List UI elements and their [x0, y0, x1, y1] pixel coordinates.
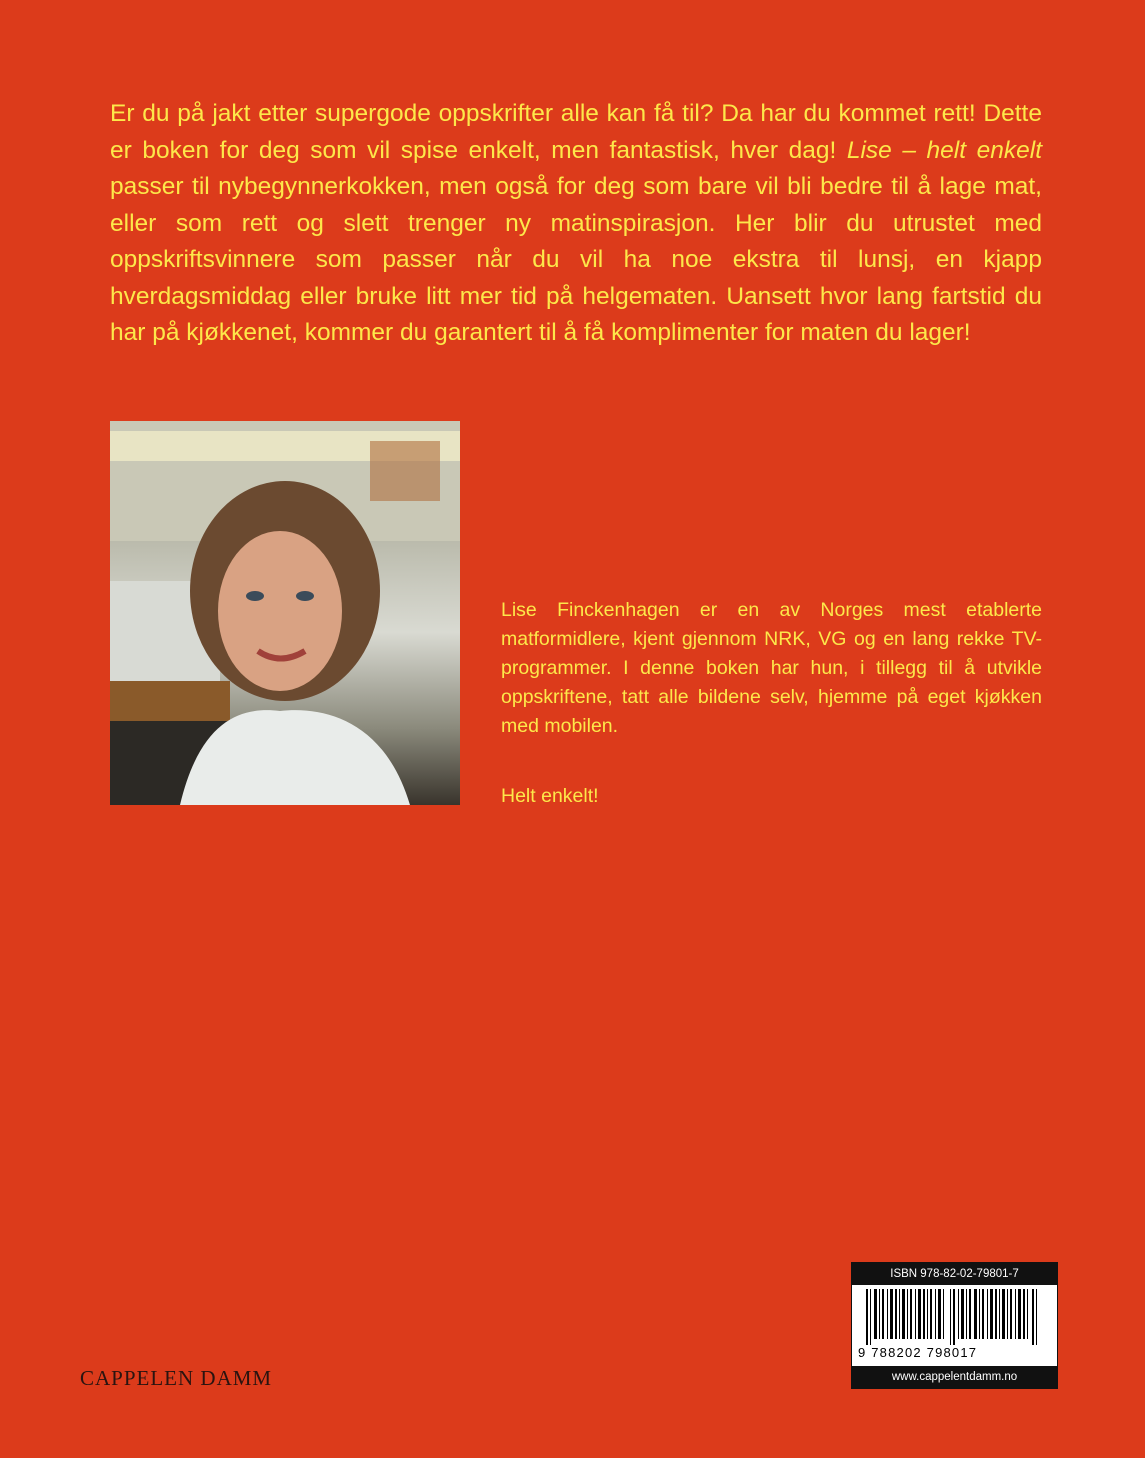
- author-photo: [110, 421, 460, 805]
- blurb-part-1: Er du på jakt etter supergode oppskrifter alle kan få til? Da har du kommet rett! Dette er boken for deg som vil spise enkelt, men fantastisk, hver dag!: [110, 100, 1042, 164]
- book-title-italic: Lise – helt enkelt: [846, 136, 1042, 164]
- isbn-label: ISBN 978-82-02-79801-7: [852, 1263, 1057, 1285]
- tagline: Helt enkelt!: [501, 785, 599, 807]
- barcode-digits: 9 788202 798017: [858, 1345, 978, 1360]
- isbn-barcode: [851, 1262, 1058, 1389]
- barcode-bars: [866, 1289, 1042, 1345]
- back-cover-blurb: [110, 96, 1042, 352]
- publisher-logo: CAPPELEN DAMM: [80, 1366, 273, 1390]
- author-bio: Lise Finckenhagen er en av Norges mest etablerte matformidlere, kjent gjennom NRK, VG og en lang rekke TV-programmer. I denne boken har hun, i tillegg til å utvikle oppskriftene, tatt alle bildene selv, hjemme på eget kjøkken med mobilen.: [501, 599, 1042, 737]
- publisher-url: www.cappelentdamm.no: [852, 1366, 1057, 1388]
- blurb-part-2: passer til nybegynnerkokken, men også for deg som bare vil bli bedre til å lage mat, eller som rett og slett trenger ny matinspirasjon. Her blir du utrustet med oppskriftsvinnere som passer når du vil ha noe ekstra til lunsj, en kjapp hverdagsmiddag eller bruke litt mer tid på helgematen. Uansett hvor lang fartstid du har på kjøkkenet, kommer du garantert til å få komplimenter for maten du lager!: [110, 173, 1042, 346]
